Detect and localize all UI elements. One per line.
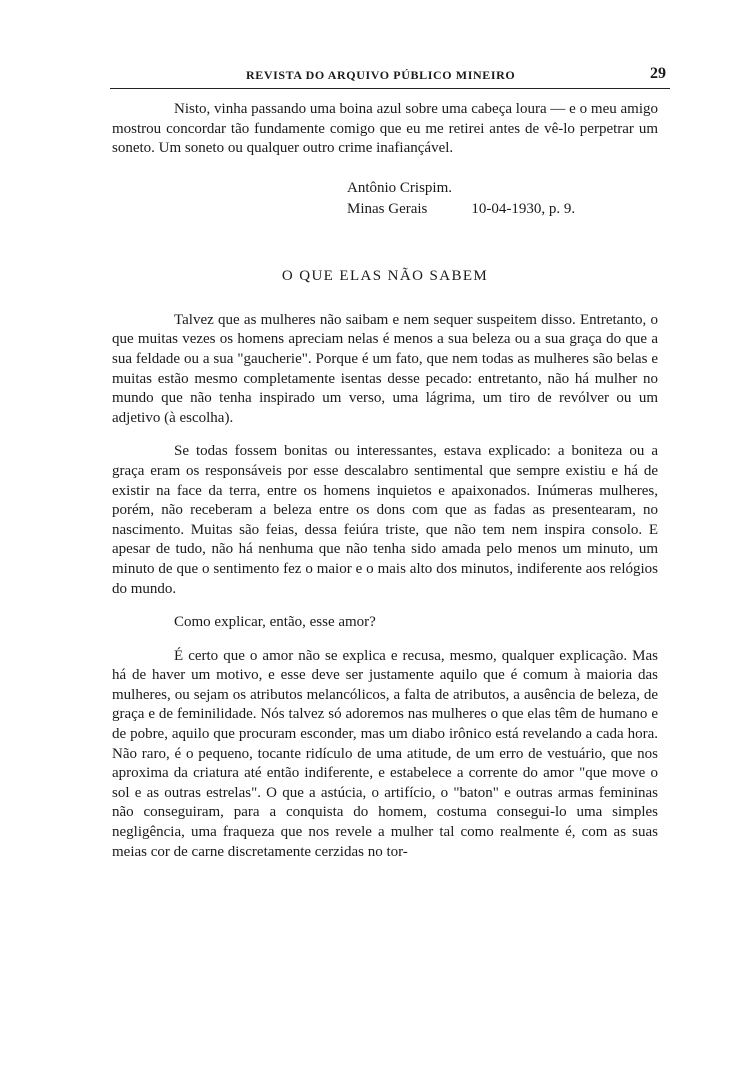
signature-block [347,178,658,220]
page-header [110,66,670,89]
source-date: 10-04-1930, p. 9. [471,200,576,217]
article-paragraph-3: Como explicar, então, esse amor? [174,614,376,631]
source-line [347,199,658,220]
running-title: REVISTA DO ARQUIVO PÚBLICO MINEIRO [246,68,516,82]
author-name: Antônio Crispim. [347,179,453,196]
opening-paragraph: Nisto, vinha passando uma boina azul sobre uma cabeça loura — e o meu amigo mostrou concordar tão fundamente comigo que eu me retirei antes de vê-lo perpetrar um soneto. Um soneto ou qualquer outro crime inafiançável. [112,101,658,157]
page-body [112,100,658,862]
page-number: 29 [650,65,666,82]
article-paragraph-2: Se todas fossem bonitas ou interessantes, estava explicado: a boniteza ou a graça eram os responsáveis por esse descalabro sentimental que sempre existiu e há de existir na face da terra, entre os homens inquietos e apaixonados. Inúmeras mulheres, porém, não receberam a beleza entre os dons com que as fadas as presentearam, no nascimento. Muitas são feias, dessa feiúra triste, que não tem nem inspira consolo. E apesar de tudo, não há nenhuma que não tenha sido amada pelo menos um minuto, um minuto de que o sentimento fez o maior e o mais alto dos minutos, indiferente aos relógios do mundo. [112,443,658,597]
article-paragraph-4: É certo que o amor não se explica e recusa, mesmo, qualquer explicação. Mas há de haver um motivo, e esse deve ser justamente aquilo que é comum à maioria das mulheres, ou sejam os atributos melancólicos, a falta de atributos, a ausência de beleza, de graça e de feminilidade. Nós talvez só adoremos nas mulheres o que elas têm de humano e de pobre, aquilo que procuram esconder, mas um diabo irônico está revelando a cada hora. Não raro, é o pequeno, tocante ridículo de uma atitude, de um erro de vestuário, que nos aproxima da criatura até então indiferente, e estabelece a corrente do amor "que move o sol e as outras estrelas". O que a astúcia, o artifício, o "baton" e outras armas femininas não conseguiram, para a conquista do homem, costuma consegui-lo uma simples negligência, uma fraqueza que nos revele a mulher tal como realmente é, com as suas meias cor de carne discretamente cerzidas no tor- [112,647,658,860]
article-paragraph-1: Talvez que as mulheres não saibam e nem sequer suspeitem disso. Entretanto, o que muitas vezes os homens apreciam nelas é menos a sua beleza ou a sua graça do que a sua feldade ou a sua "gaucherie". Porque é um fato, que nem todas as mulheres são belas e muitas estão mesmo completamente isentas desse pecado: entretanto, não há mulher no mundo que não tenha inspirado um verso, uma lágrima, um tiro de revólver ou um adjetivo (à escolha). [112,311,658,426]
source-name: Minas Gerais [347,200,428,217]
article-title: O QUE ELAS NÃO SABEM [281,267,489,284]
